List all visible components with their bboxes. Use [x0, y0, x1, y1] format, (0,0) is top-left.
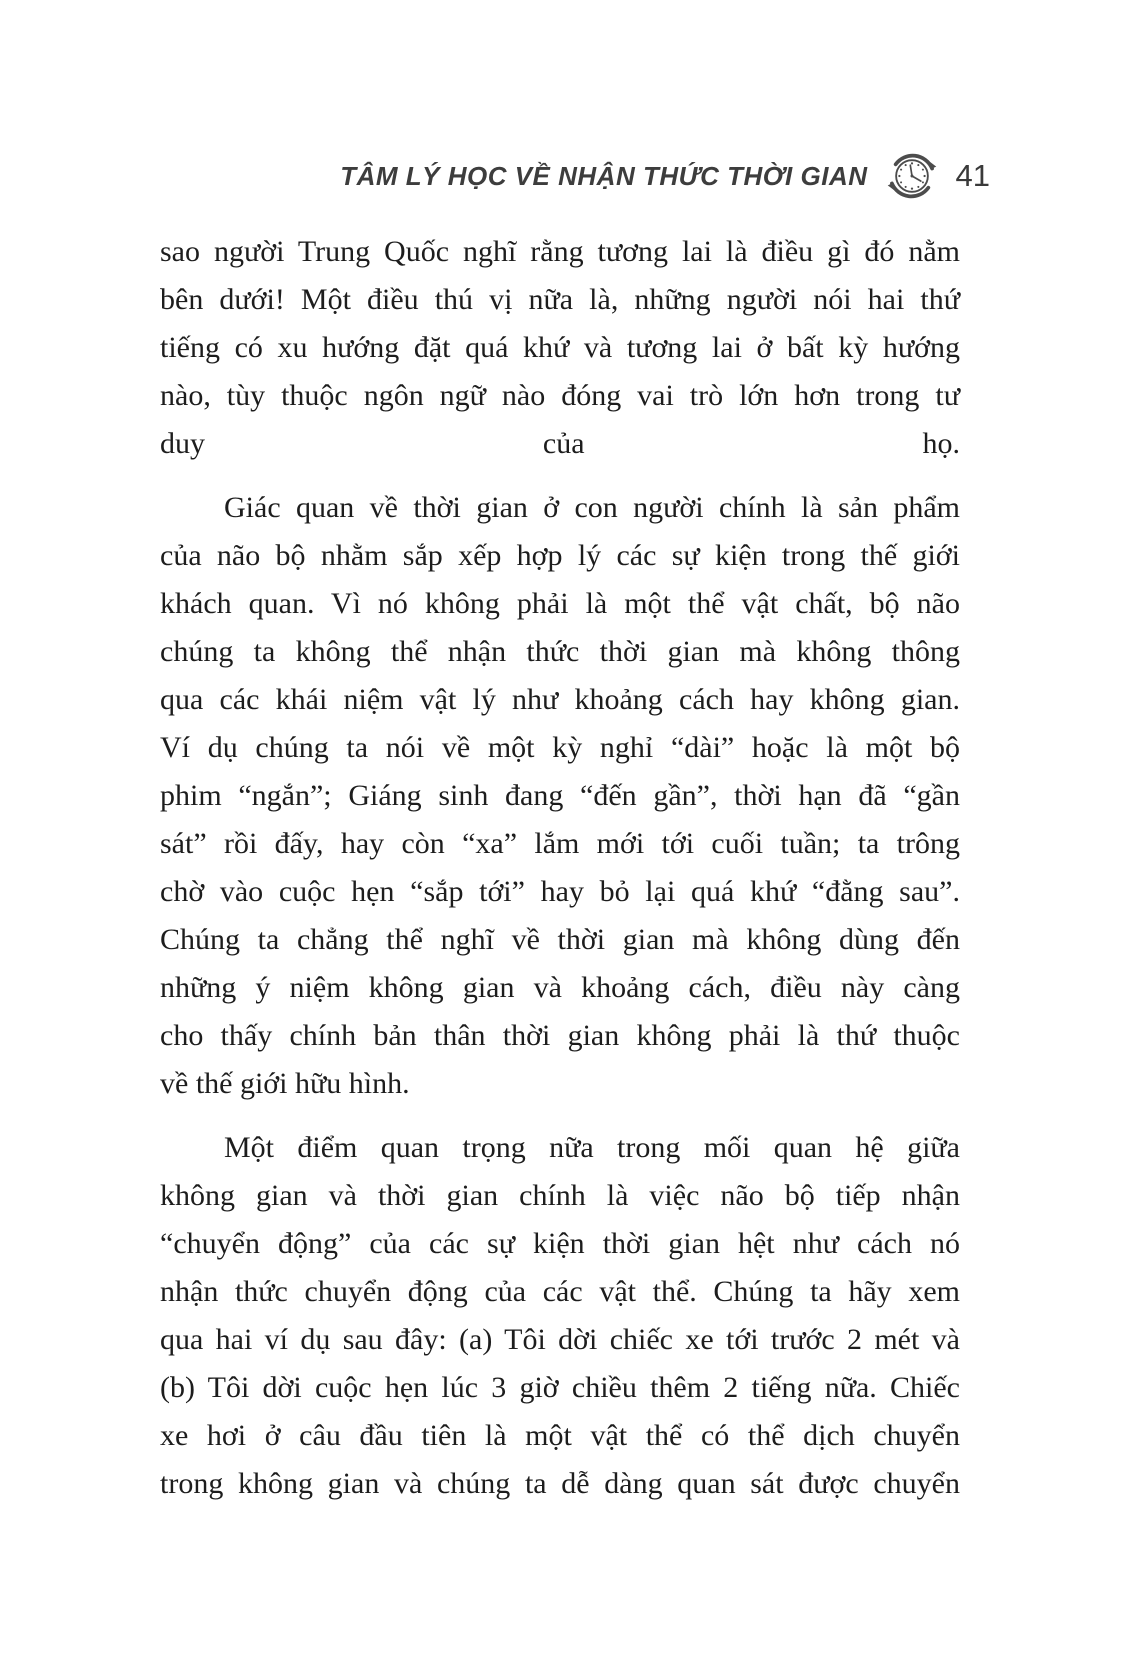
text-line: duy của họ. — [160, 427, 960, 460]
text-line: cho thấy chính bản thân thời gian không phải là thứ thuộc — [160, 1019, 960, 1052]
text-line: bên dưới! Một điều thú vị nữa là, những người nói hai thứ — [160, 283, 960, 316]
text-line: “chuyển động” của các sự kiện thời gian hệt như cách nó — [160, 1227, 960, 1260]
page-number: 41 — [955, 158, 990, 193]
text-line: sát” rồi đấy, hay còn “xa” lắm mới tới cuối tuần; ta trông — [160, 827, 960, 860]
page-body — [160, 228, 960, 1508]
clock-refresh-icon — [884, 148, 940, 204]
text-line: khách quan. Vì nó không phải là một thể vật chất, bộ não — [160, 587, 960, 620]
text-line: không gian và thời gian chính là việc não bộ tiếp nhận — [160, 1179, 960, 1212]
text-line: chúng ta không thể nhận thức thời gian mà không thông — [160, 635, 960, 668]
text-line: chờ vào cuộc hẹn “sắp tới” hay bỏ lại quá khứ “đằng sau”. — [160, 875, 960, 908]
paragraph — [160, 1124, 960, 1508]
paragraph — [160, 484, 960, 1108]
text-line: Một điểm quan trọng nữa trong mối quan hệ giữa — [224, 1131, 960, 1164]
paragraph — [160, 228, 960, 468]
text-line: (b) Tôi dời cuộc hẹn lúc 3 giờ chiều thêm 2 tiếng nữa. Chiếc — [160, 1371, 960, 1404]
text-line: của não bộ nhằm sắp xếp hợp lý các sự kiện trong thế giới — [160, 539, 960, 572]
text-line: nhận thức chuyển động của các vật thể. Chúng ta hãy xem — [160, 1275, 960, 1308]
text-line: sao người Trung Quốc nghĩ rằng tương lai là điều gì đó nằm — [160, 235, 960, 268]
text-line: xe hơi ở câu đầu tiên là một vật thể có thể dịch chuyển — [160, 1419, 960, 1452]
text-line: Giác quan về thời gian ở con người chính là sản phẩm — [224, 491, 960, 524]
text-line: trong không gian và chúng ta dễ dàng quan sát được chuyển — [160, 1467, 960, 1500]
page-header — [160, 146, 990, 206]
text-line: tiếng có xu hướng đặt quá khứ và tương lai ở bất kỳ hướng — [160, 331, 960, 364]
text-line: Chúng ta chẳng thể nghĩ về thời gian mà không dùng đến — [160, 923, 960, 956]
running-head-title: TÂM LÝ HỌC VỀ NHẬN THỨC THỜI GIAN — [340, 160, 868, 191]
text-line: nào, tùy thuộc ngôn ngữ nào đóng vai trò lớn hơn trong tư — [160, 379, 960, 412]
text-line: về thế giới hữu hình. — [160, 1067, 410, 1100]
text-line: Ví dụ chúng ta nói về một kỳ nghỉ “dài” hoặc là một bộ — [160, 731, 960, 764]
text-line: phim “ngắn”; Giáng sinh đang “đến gần”, thời hạn đã “gần — [160, 779, 960, 812]
text-line: qua các khái niệm vật lý như khoảng cách hay không gian. — [160, 683, 960, 716]
text-line: qua hai ví dụ sau đây: (a) Tôi dời chiếc xe tới trước 2 mét và — [160, 1323, 960, 1356]
text-line: những ý niệm không gian và khoảng cách, điều này càng — [160, 971, 960, 1004]
